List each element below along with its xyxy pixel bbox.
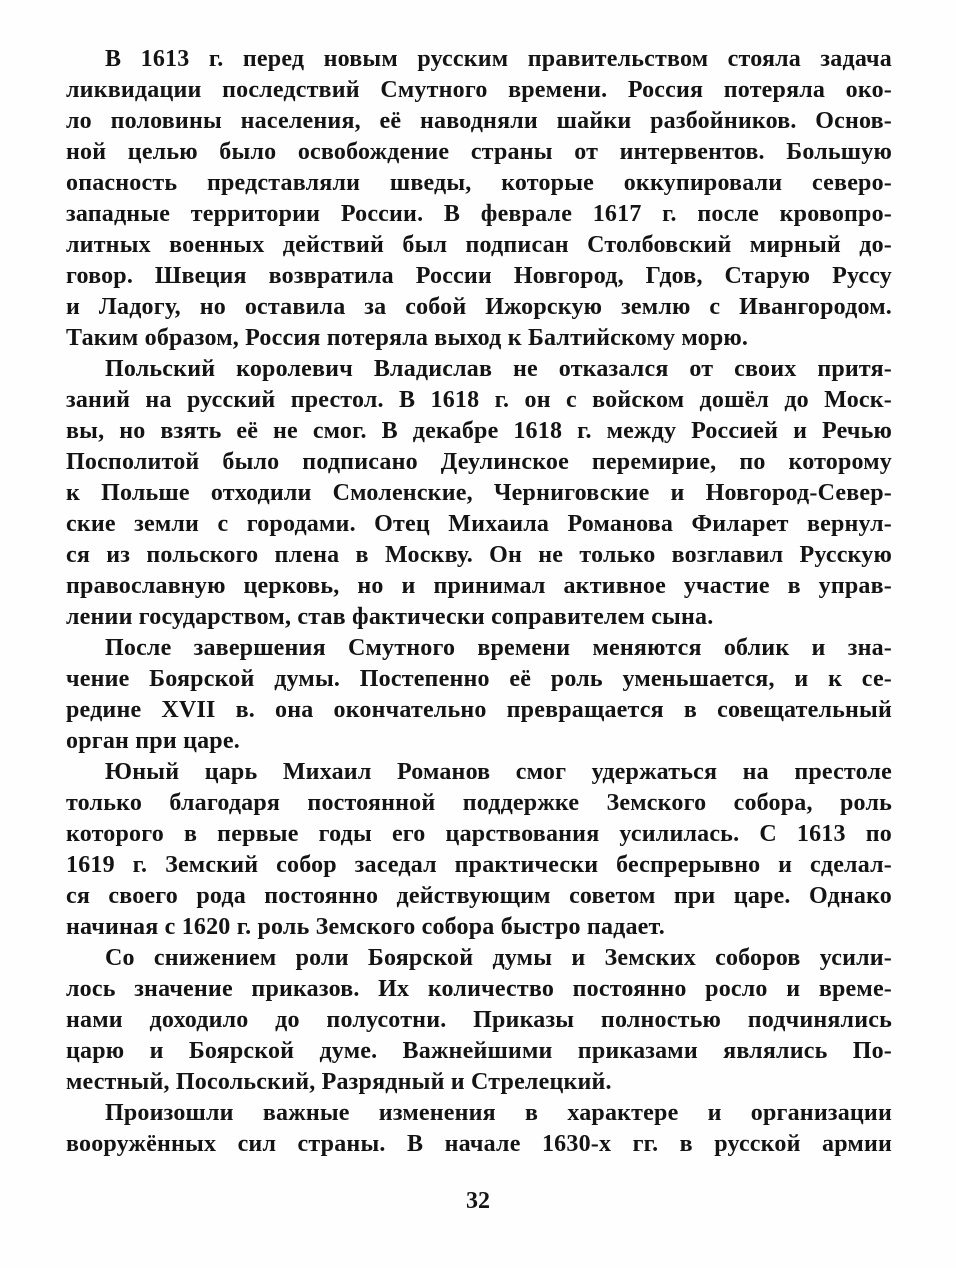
text-line: православную церковь, но и принимал активное участие в управ- [66, 573, 892, 599]
text-line: ной целью было освобождение страны от интервентов. Большую [66, 139, 892, 165]
text-line: После завершения Смутного времени меняются облик и зна- [105, 635, 892, 661]
text-line: Польский королевич Владислав не отказался от своих притя- [105, 356, 892, 382]
paragraph [66, 633, 892, 757]
text-line: к Польше отходили Смоленские, Черниговские и Новгород-Север- [66, 480, 892, 506]
text-line: лении государством, став фактически соправителем сына. [66, 604, 714, 630]
text-line: орган при царе. [66, 728, 240, 754]
text-line: которого в первые годы его царствования усилилась. С 1613 по [66, 821, 892, 847]
paragraph [66, 44, 892, 354]
text-line: ские земли с городами. Отец Михаила Романова Филарет вернул- [66, 511, 892, 537]
text-line: вооружённых сил страны. В начале 1630-х гг. в русской армии [66, 1131, 892, 1157]
text-line: вы, но взять её не смог. В декабре 1618 г. между Россией и Речью [66, 418, 892, 444]
text-line: Посполитой было подписано Деулинское перемирие, по которому [66, 449, 892, 475]
text-line: редине XVII в. она окончательно превращается в совещательный [66, 697, 892, 723]
paragraph [66, 1098, 892, 1160]
paragraph [66, 757, 892, 943]
text-line: только благодаря постоянной поддержке Земского собора, роль [66, 790, 892, 816]
text-line: В 1613 г. перед новым русским правительством стояла задача [105, 46, 892, 72]
text-line: говор. Швеция возвратила России Новгород, Гдов, Старую Руссу [66, 263, 892, 289]
text-line: начиная с 1620 г. роль Земского собора быстро падает. [66, 914, 665, 940]
paragraph [66, 354, 892, 633]
text-line: 1619 г. Земский собор заседал практически беспрерывно и сделал- [66, 852, 892, 878]
text-line: Произошли важные изменения в характере и организации [105, 1100, 892, 1126]
text-line: и Ладогу, но оставила за собой Ижорскую землю с Ивангородом. [66, 294, 892, 320]
text-line: местный, Посольский, Разрядный и Стрелецкий. [66, 1069, 612, 1095]
text-line: Со снижением роли Боярской думы и Земских соборов усили- [105, 945, 892, 971]
text-line: ло половины населения, её наводняли шайки разбойников. Основ- [66, 108, 892, 134]
text-line: опасность представляли шведы, которые оккупировали северо- [66, 170, 892, 196]
text-line: западные территории России. В феврале 1617 г. после кровопро- [66, 201, 892, 227]
text-line: нами доходило до полусотни. Приказы полностью подчинялись [66, 1007, 892, 1033]
text-line: Юный царь Михаил Романов смог удержаться на престоле [105, 759, 892, 785]
text-line: ся своего рода постоянно действующим советом при царе. Однако [66, 883, 892, 909]
text-line: чение Боярской думы. Постепенно её роль уменьшается, и к се- [66, 666, 892, 692]
text-line: ся из польского плена в Москву. Он не только возглавил Русскую [66, 542, 892, 568]
text-line: ликвидации последствий Смутного времени. Россия потеряла око- [66, 77, 892, 103]
text-line: Таким образом, Россия потеряла выход к Балтийскому морю. [66, 325, 749, 351]
page-text-block [66, 44, 892, 1160]
text-line: царю и Боярской думе. Важнейшими приказами являлись По- [66, 1038, 892, 1064]
paragraph [66, 943, 892, 1098]
text-line: заний на русский престол. В 1618 г. он с войском дошёл до Моск- [66, 387, 892, 413]
page-number: 32 [466, 1188, 490, 1214]
text-line: лось значение приказов. Их количество постоянно росло и време- [66, 976, 892, 1002]
text-line: литных военных действий был подписан Столбовский мирный до- [66, 232, 892, 258]
